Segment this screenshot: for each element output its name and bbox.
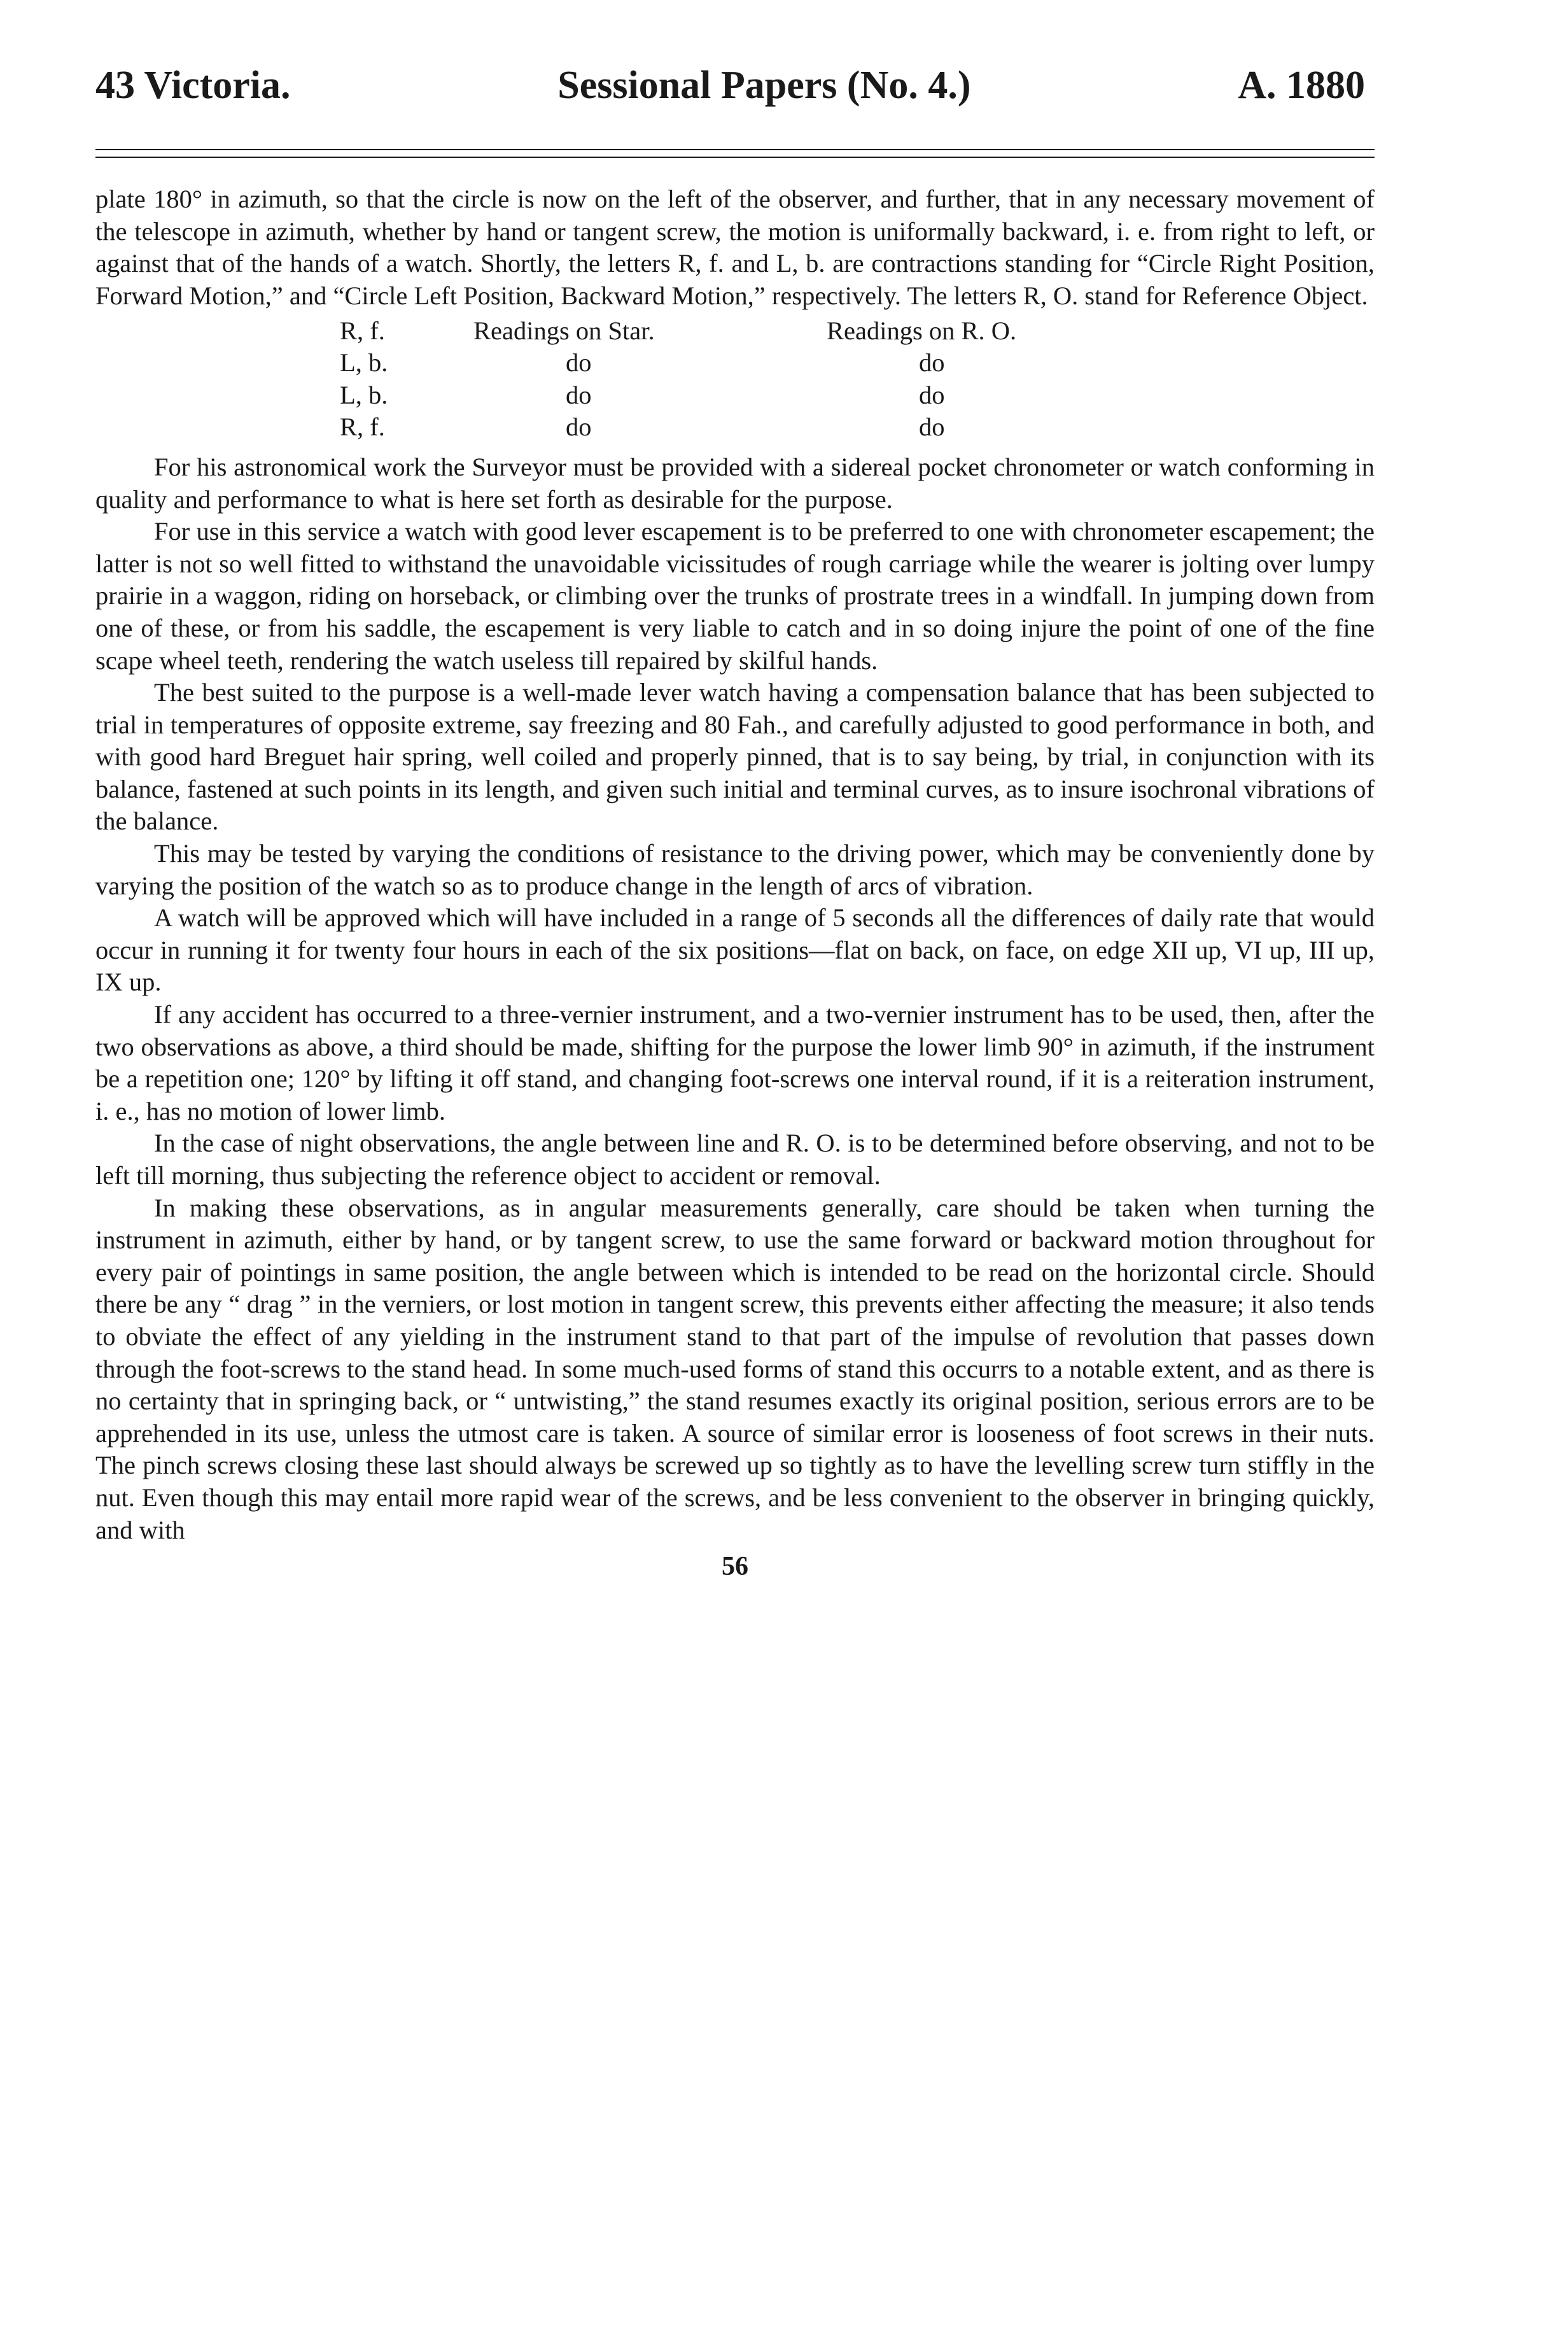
paragraph: In the case of night observations, the angle between line and R. O. is to be determined before observing, and not to be left till morning, thus subjecting the reference object to accident or removal.	[95, 1129, 1375, 1190]
readings-row	[340, 379, 1375, 412]
readings-cell: do	[919, 380, 945, 409]
readings-cell: Readings on R. O.	[827, 316, 1017, 345]
page-number: 56	[722, 1552, 748, 1582]
readings-cell: do	[566, 380, 592, 409]
paragraph: In making these observations, as in angular measurements generally, care should be taken when turning the instrument in azimuth, either by hand, or by tangent screw, to use the same forward or backward motion throughout for every pair of pointings in same position, the angle between which is intended to be read on the horizontal circle. Should there be any “ drag ” in the verniers, or lost motion in tangent screw, this prevents either affecting the measure; it also tends to obviate the effect of any yielding in the instrument stand to that part of the impulse of revolution that passes down through the foot-screws to the stand head. In some much-used forms of stand this occurrs to a notable extent, and as there is no certainty that in springing back, or “ untwisting,” the stand resumes exactly its original position, serious errors are to be apprehended in its use, unless the utmost care is taken. A source of similar error is looseness of foot screws in their nuts. The pinch screws closing these last should always be screwed up so tightly as to have the levelling screw turn stiffly in the nut. Even though this may entail more rapid wear of the screws, and be less convenient to the observer in bringing quickly, and with	[95, 1193, 1375, 1544]
readings-cell: Readings on Star.	[473, 316, 655, 345]
paragraph: This may be tested by varying the conditions of resistance to the driving power, which may be conveniently done by varying the position of the watch so as to produce change in the length of arcs of vibration.	[95, 839, 1375, 900]
header-double-rule	[95, 149, 1375, 158]
readings-cell: do	[919, 412, 945, 442]
header-left: 43 Victoria.	[95, 64, 291, 107]
readings-cell: R, f.	[340, 316, 385, 345]
header-center: Sessional Papers (No. 4.)	[557, 64, 971, 107]
readings-row	[340, 411, 1375, 444]
readings-cell: L, b.	[340, 348, 388, 377]
document-page	[95, 64, 1375, 1582]
readings-cell: do	[919, 348, 945, 377]
paragraph: plate 180° in azimuth, so that the circle is now on the left of the observer, and further, that in any necessary movement of the telescope in azimuth, whether by hand or tangent screw, the motion is uniformally backward, i. e. from right to left, or against that of the hands of a watch. Shortly, the letters R, f. and L, b. are contractions standing for “Circle Right Position, Forward Motion,” and “Circle Left Position, Backward Motion,” respectively. The letters R, O. stand for Reference Object.	[95, 185, 1375, 310]
header-right: A. 1880	[1238, 64, 1365, 107]
readings-row	[340, 315, 1375, 348]
paragraph: For use in this service a watch with good lever escapement is to be preferred to one with chronometer escapement; the latter is not so well fitted to withstand the unavoidable vicissitudes of rough carriage while the wearer is jolting over lumpy prairie in a waggon, riding on horseback, or climbing over the trunks of prostrate trees in a windfall. In jumping down from one of these, or from his saddle, the escapement is very liable to catch and in so doing injure the point of one of the fine scape wheel teeth, rendering the watch useless till repaired by skilful hands.	[95, 517, 1375, 675]
page-header	[95, 64, 1375, 107]
paragraph: The best suited to the purpose is a well-made lever watch having a compensation balance that has been subjected to trial in temperatures of opposite extreme, say freezing and 80 Fah., and carefully adjusted to good performance in both, and with good hard Breguet hair spring, well coiled and properly pinned, that is to say being, by trial, in conjunction with its balance, fastened at such points in its length, and given such initial and terminal curves, as to insure isochronal vibrations of the balance.	[95, 678, 1375, 836]
readings-table	[340, 315, 1375, 444]
rule-top	[95, 149, 1375, 150]
readings-cell: do	[566, 348, 592, 377]
readings-cell: R, f.	[340, 412, 385, 442]
paragraph: For his astronomical work the Surveyor must be provided with a sidereal pocket chronometer or watch conforming in quality and performance to what is here set forth as desirable for the purpose.	[95, 452, 1375, 514]
paragraph: A watch will be approved which will have included in a range of 5 seconds all the differences of daily rate that would occur in running it for twenty four hours in each of the six positions—flat on back, on face, on edge XII up, VI up, III up, IX up.	[95, 903, 1375, 997]
readings-row	[340, 347, 1375, 379]
rule-bottom	[95, 157, 1375, 158]
readings-cell: do	[566, 412, 592, 442]
body-text	[95, 183, 1375, 1546]
readings-cell: L, b.	[340, 380, 388, 409]
paragraph: If any accident has occurred to a three-vernier instrument, and a two-vernier instrument has to be used, then, after the two observations as above, a third should be made, shifting for the purpose the lower limb 90° in azimuth, if the instrument be a repetition one; 120° by lifting it off stand, and changing foot-screws one interval round, if it is a reiteration instrument, i. e., has no motion of lower limb.	[95, 1000, 1375, 1125]
